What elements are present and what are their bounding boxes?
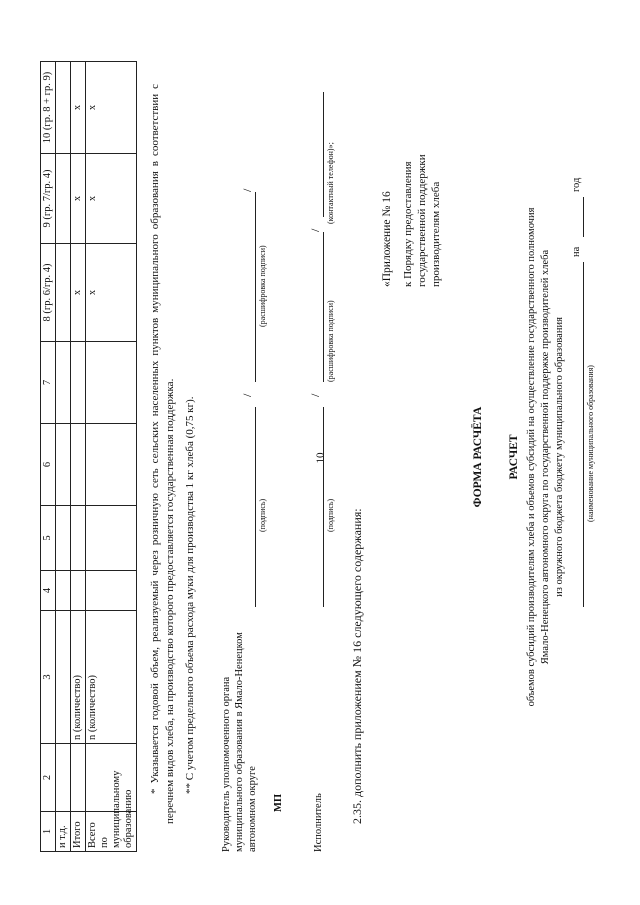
table-cell [56,424,71,506]
signature-line [255,407,256,607]
phone-line [323,92,324,217]
table-header-cell: 10 (гр. 8 + гр. 9) [41,62,56,154]
head-title: Руководитель уполномоченного органа муниципального образования в Ямало-Ненецком автономном округе [221,632,259,852]
subsidy-table [40,61,137,852]
slash: / [240,188,254,192]
table-header-cell: 9 (гр. 7/гр. 4) [41,154,56,244]
appendix-title: «Приложение № 16 [381,191,393,287]
table-cell [56,744,71,812]
table-header-cell: 4 [41,571,56,611]
table-cell [71,506,86,571]
table-header-cell: 8 (гр. 6/гр. 4) [41,244,56,342]
table-cell [71,424,86,506]
form-subheading: РАСЧЕТ [508,434,520,480]
table-cell [56,611,71,744]
table-cell: n (количество) [71,611,86,744]
appendix-line-3: производителям хлеба [430,181,442,287]
table-cell [56,342,71,424]
table-cell [86,424,137,506]
page-number: 10 [314,452,326,464]
municipality-caption: (наименование муниципального образования) [586,365,595,522]
table-header-row [41,62,56,852]
table-cell: х [71,154,86,244]
year-label: год [571,177,582,192]
table-cell [56,506,71,571]
table-cell [86,571,137,611]
table-cell: х [86,62,137,154]
table-cell [86,342,137,424]
footnote-1: * Указывается годовой объем, реализуемый через розничную сеть сельских населенных пунктов муниципального образования в соответствии с перечнем видов хлеба, на производство которого предоставляется государственная поддержка. [149,84,176,824]
table-cell: х [71,62,86,154]
table-header-cell: 2 [41,744,56,812]
table-header-cell: 6 [41,424,56,506]
footnote-2: ** С учетом предельного объема расхода муки для производства 1 кг хлеба (0,75 кг). [184,396,196,794]
stamp-mark: МП [273,793,284,812]
table-row [56,62,71,852]
decode-line [255,192,256,382]
table-cell: Итого [71,812,86,852]
year-line [583,197,584,237]
sign-caption: (подпись) [258,498,267,532]
table-cell: n (количество) [86,611,137,744]
executor-decode-line [323,232,324,382]
executor-sign-line [323,407,324,607]
table-cell [71,744,86,812]
phone-caption: (контактный телефон)»; [326,142,335,224]
table-cell: х [86,154,137,244]
table-cell [86,506,137,571]
table-header-cell: 7 [41,342,56,424]
rotated-document [40,62,600,852]
slash: / [308,228,322,232]
table-cell: и т.д. [56,812,71,852]
table-cell [56,154,71,244]
municipality-line [583,262,584,607]
table-cell [56,244,71,342]
table-header-cell: 3 [41,611,56,744]
decode-caption: (расшифровка подписи) [258,245,267,327]
slash: / [308,393,322,397]
amendment-text: 2.35. дополнить приложением № 16 следующего содержания: [350,508,364,824]
table-row [86,62,137,852]
form-text-3: из окружного бюджета бюджету муниципального образования [554,317,565,597]
table-cell [56,571,71,611]
slash: / [240,393,254,397]
on-label: на [571,246,582,257]
form-text-1: объемов субсидий производителям хлеба и объемов субсидий на осуществление государственного полномочия [526,207,537,707]
decode-caption: (расшифровка подписи) [326,300,335,382]
sign-caption: (подпись) [326,498,335,532]
form-text-2: Ямало-Ненецкого автономного округа по государственной поддержке производителей хлеба [540,249,551,665]
table-cell [56,62,71,154]
table-cell [71,571,86,611]
table-cell: Всего по муниципальному образованию [86,812,137,852]
table-header-cell: 1 [41,812,56,852]
table-cell [71,342,86,424]
appendix-line-1: к Порядку предоставления [402,161,414,287]
executor-label: Исполнитель [313,793,324,852]
table-cell: х [71,244,86,342]
table-header-cell: 5 [41,506,56,571]
table-cell: х [86,244,137,342]
table-row [71,62,86,852]
form-heading: ФОРМА РАСЧЁТА [472,406,484,508]
appendix-line-2: государственной поддержки [416,154,428,287]
